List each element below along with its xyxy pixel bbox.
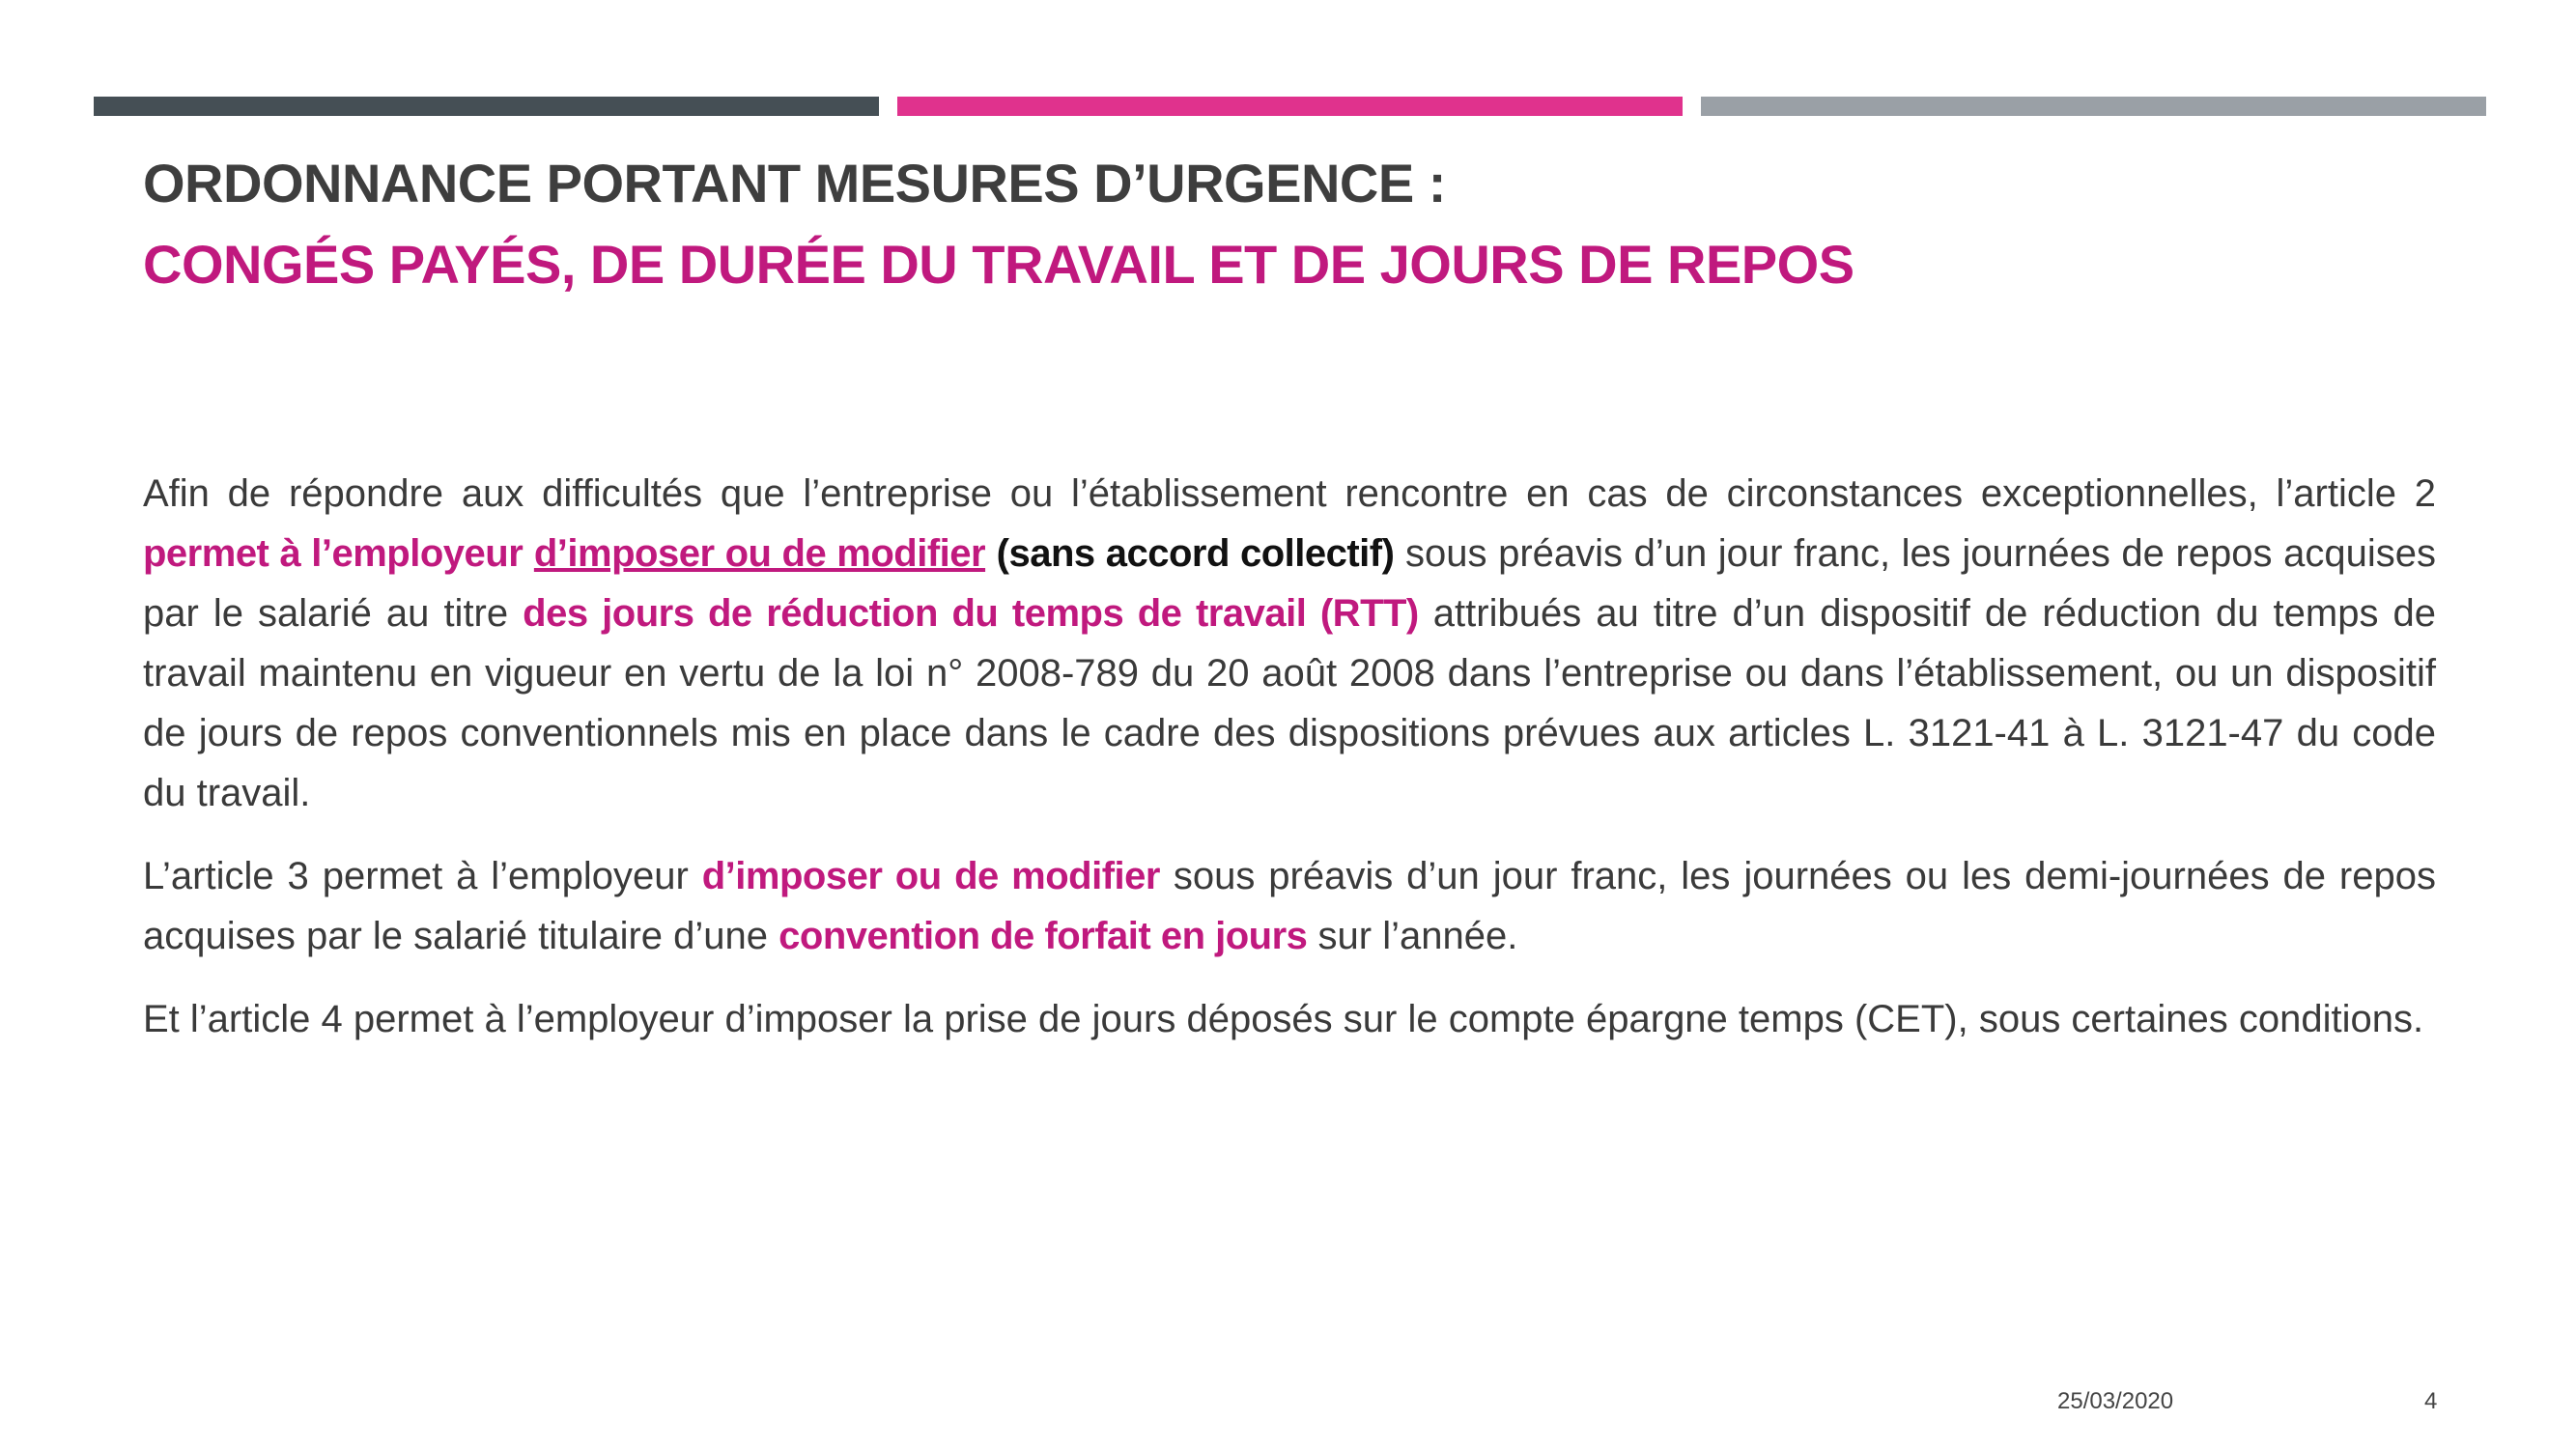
top-bar-grey [1701,97,2486,116]
paragraph-2 [143,846,2436,966]
footer-date: 25/03/2020 [2057,1388,2174,1414]
p1-text-1: Afin de répondre aux difficultés que l’entreprise ou l’établissement rencontre en cas de circonstances exceptionnelles, l’article 2 [143,472,2436,515]
p2-highlight-forfait: convention de forfait en jours [778,915,1308,957]
title-line-1: ORDONNANCE PORTANT MESURES D’URGENCE : [143,153,1446,213]
page-number: 4 [2424,1388,2438,1414]
paragraph-1 [143,464,2436,823]
slide-title [143,143,2364,305]
p1-text-3: attribués au titre d’un dispositif de réduction du temps de travail maintenu en vigueur en vertu de la loi n° 2008-789 du 20 août 2008 dans l’entreprise ou dans l’établissement, ou un dispositif de jours de repos conventionnels mis en place dans le cadre des dispositions prévues aux articles L. 3121-41 à L. 3121-47 du code du travail. [143,592,2436,814]
p1-highlight-imposer-link[interactable]: d’imposer ou de modifier [533,532,986,575]
p2-highlight-imposer: d’imposer ou de modifier [701,855,1160,897]
p2-text-1: L’article 3 permet à l’employeur [143,855,702,897]
p1-highlight-rtt: des jours de réduction du temps de travail (RTT) [523,592,1419,635]
p1-highlight-permet: permet à l’employeur [143,532,524,575]
p2-text-2: sous préavis d’un jour franc, les journées ou les demi-journées de repos acquises par le salarié titulaire d’une [143,855,2436,957]
slide-body [143,464,2436,1072]
p1-space-2 [985,532,997,575]
p2-text-3: sur l’année. [1307,915,1518,957]
top-bar-dark [94,97,879,116]
top-bar-pink [897,97,1683,116]
p1-text-2: sous préavis d’un jour franc, les journées de repos acquises par le salarié au titre [143,532,2436,635]
p1-space-1 [523,532,534,575]
title-line-2: CONGÉS PAYÉS, DE DURÉE DU TRAVAIL ET DE JOURS DE REPOS [143,234,1854,295]
paragraph-3: Et l’article 4 permet à l’employeur d’imposer la prise de jours déposés sur le compte épargne temps (CET), sous certaines conditions. [143,998,2424,1040]
p1-bold-sans-accord: (sans accord collectif) [996,532,1395,575]
